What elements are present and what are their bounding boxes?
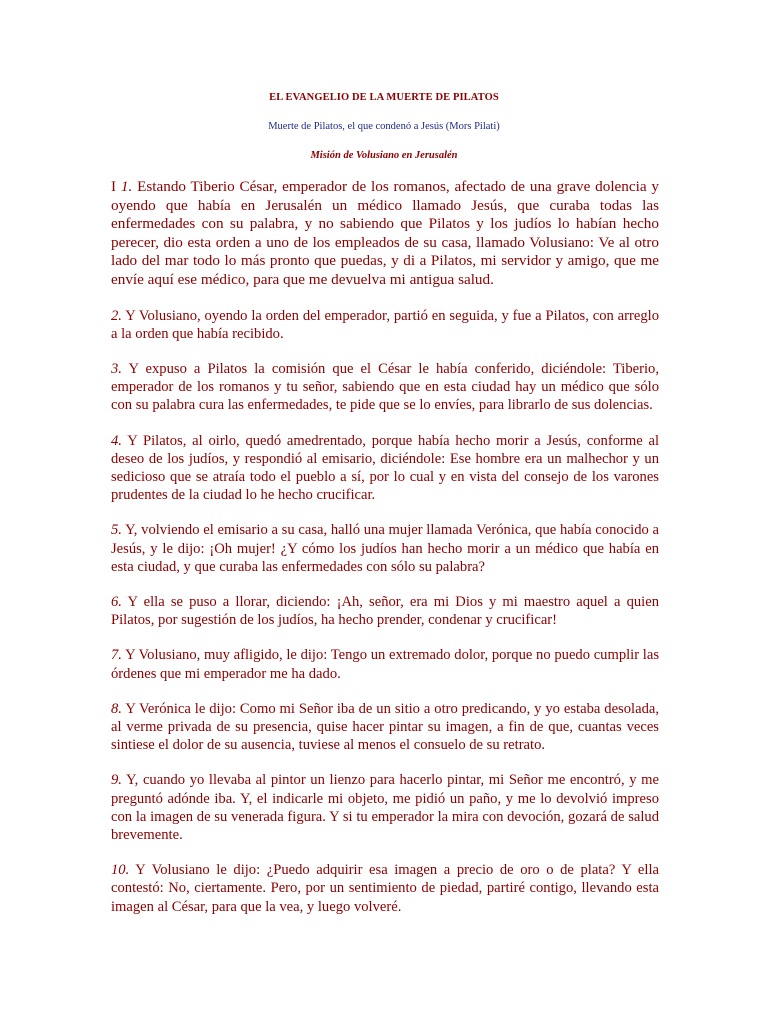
paragraph — [111, 432, 659, 505]
paragraph — [111, 360, 659, 415]
verse-number: 6. — [111, 594, 122, 610]
verse-number: 4. — [111, 432, 122, 449]
paragraph-text: Y expuso a Pilatos la comisión que el César le había conferido, diciéndole: Tiberio, emperador de los romanos y tu señor, sabiendo que en esta ciudad hay un médico que sólo con su palabra cura las enfermedades, te pide que se lo envíes, para librarlo de sus dolencias. — [111, 360, 659, 414]
paragraph-text: Estando Tiberio César, emperador de los romanos, afectado de una grave dolencia y oyendo que había en Jerusalén un médico llamado Jesús, que curaba todas las enfermedades con su palabra, y no sabiendo que Pilatos y los judíos lo habían hecho perecer, dio esta orden a uno de los empleados de su casa, llamado Volusiano: Ve al otro lado del mar todo lo más pronto que puedas, y di a Pilatos, mi servidor y amigo, que me envíe aquí ese médico, para que me devuelva mi antigua salud. — [111, 178, 659, 288]
chapter-numeral: I — [111, 178, 121, 195]
paragraph — [111, 700, 659, 755]
paragraph — [111, 593, 659, 629]
paragraph-text: Y Verónica le dijo: Como mi Señor iba de un sitio a otro predicando, y yo estaba desolada, al verme privada de su presencia, quise hacer pintar su imagen, a fin de que, cuantas veces sintiese el dolor de su ausencia, tuviese al menos el consuelo de su retrato. — [111, 700, 659, 754]
paragraph-text: Y Pilatos, al oirlo, quedó amedrentado, porque había hecho morir a Jesús, conforme al deseo de los judíos, y respondió al emisario, diciéndole: Ese hombre era un malhechor y un sedicioso que se atraía todo el pueblo a sí, por lo cual y en vista del consejo de los varones prudentes de la ciudad lo he hecho crucificar. — [111, 432, 659, 504]
verse-number: 3. — [111, 360, 122, 377]
paragraph — [111, 861, 659, 916]
paragraph-text: Y ella se puso a llorar, diciendo: ¡Ah, señor, era mi Dios y mi maestro aquel a quien Pilatos, por sugestión de los judíos, ha hecho prender, condenar y crucificar! — [111, 594, 659, 629]
paragraph — [111, 771, 659, 844]
document-title: EL EVANGELIO DE LA MUERTE DE PILATOS — [269, 92, 499, 103]
verse-number: 1. — [120, 178, 133, 195]
paragraph-text: Y, volviendo el emisario a su casa, halló una mujer llamada Verónica, que había conocido a Jesús, y le dijo: ¡Oh mujer! ¿Y cómo los judíos han hecho morir a un médico que había en esta ciudad, y que curaba las enfermedades con sólo su palabra? — [111, 522, 659, 575]
paragraph-text: Y, cuando yo llevaba al pintor un lienzo para hacerlo pintar, mi Señor me encontró, y me preguntó adónde iba. Y, el indicarle mi objeto, me pidió un paño, y me lo devolvió impreso con la imagen de su venerada figura. Y si tu emperador la mira con devoción, gozará de salud brevemente. — [111, 772, 659, 844]
document-subtitle: Muerte de Pilatos, el que condenó a Jesús (Mors Pilati) — [268, 121, 500, 132]
verse-number: 7. — [111, 647, 122, 664]
paragraph — [111, 178, 659, 290]
section-heading: Misión de Volusiano en Jerusalén — [310, 150, 458, 161]
paragraph — [111, 521, 659, 576]
verse-number: 2. — [111, 307, 122, 324]
verse-number: 8. — [111, 700, 122, 717]
verse-number: 10. — [111, 862, 130, 879]
paragraph — [111, 646, 659, 682]
paragraph-text: Y Volusiano, muy afligido, le dijo: Tengo un extremado dolor, porque no puedo cumplir las órdenes que mi emperador me ha dado. — [111, 647, 659, 682]
document-body — [111, 178, 659, 933]
paragraph-text: Y Volusiano le dijo: ¿Puedo adquirir esa imagen a precio de oro o de plata? Y ella contestó: No, ciertamente. Pero, por un sentimiento de piedad, partiré contigo, llevando esta imagen al César, para que la vea, y luego volveré. — [111, 862, 659, 915]
paragraph — [111, 307, 659, 343]
verse-number: 5. — [111, 522, 122, 539]
verse-number: 9. — [111, 772, 122, 789]
paragraph-text: Y Volusiano, oyendo la orden del emperador, partió en seguida, y fue a Pilatos, con arreglo a la orden que había recibido. — [111, 307, 659, 342]
